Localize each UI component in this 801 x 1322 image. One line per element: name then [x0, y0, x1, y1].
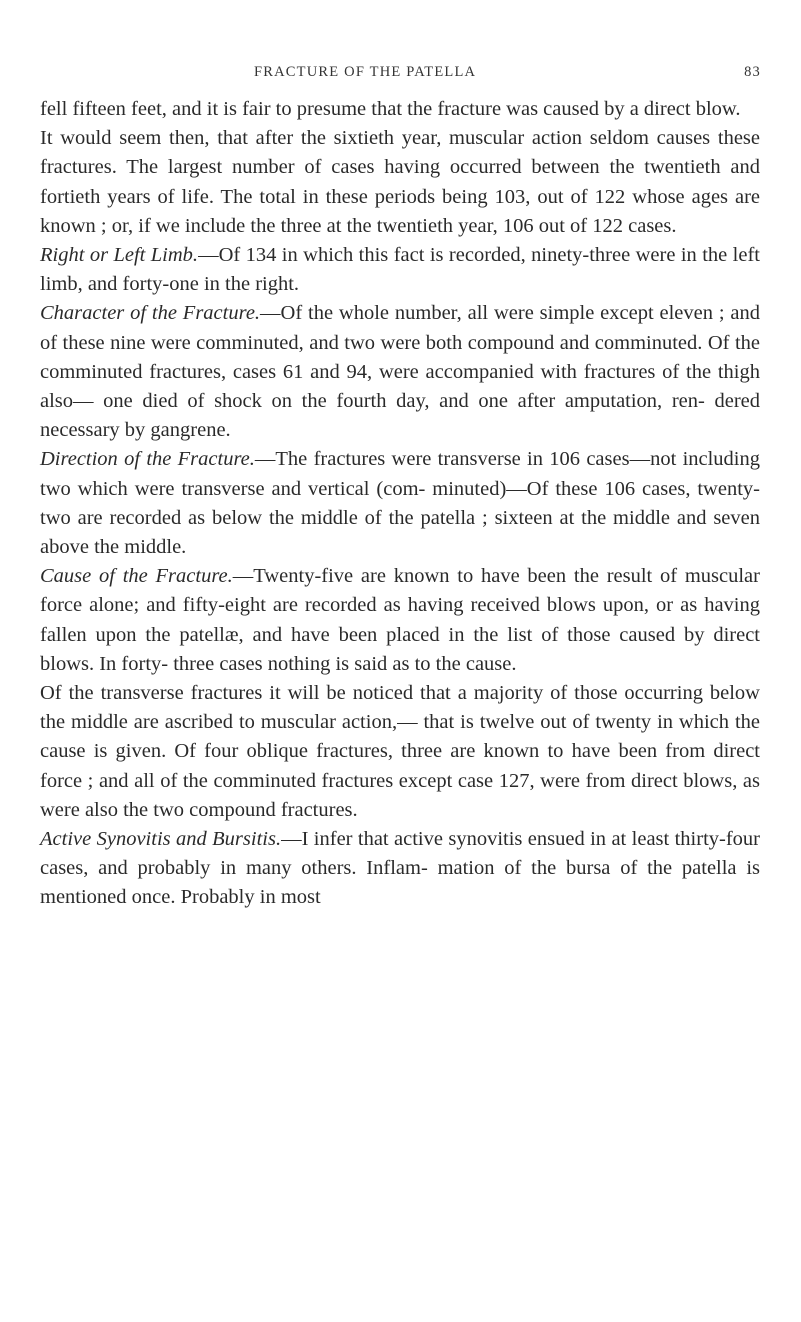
paragraph-4-text: —Of the whole number, all were simple except eleven ; and of these nine were comminuted, and two were both compound and comminuted. Of the comminuted fractures, cases 61 and 94, were accompanied with fractures of the thigh also— one died of shock on the fourth day, and one after amputation, ren- dered necessary by gangrene. — [40, 302, 760, 442]
paragraph-3-heading: Right or Left Limb. — [40, 244, 199, 267]
paragraph-5 — [40, 445, 760, 562]
paragraph-1-text: fell fifteen feet, and it is fair to presume that the fracture was caused by a direct blow. — [40, 98, 741, 120]
paragraph-7-text: Of the transverse fractures it will be noticed that a majority of those occurring below the middle are ascribed to muscular action,— that is twelve out of twenty in which the cause is given. Of four oblique fractures, three are known to have been from direct force ; and all of the comminuted fractures except case 127, were from direct blows, as were also the two compound fractures. — [40, 682, 760, 821]
paragraph-8 — [40, 825, 760, 913]
paragraph-6-text: —Twenty-five are known to have been the result of muscular force alone; and fifty-eight are recorded as having received blows upon, or as having fallen upon the patellæ, and have been placed in the list of those caused by direct blows. In forty- three cases nothing is said as to the cause. — [40, 565, 760, 675]
paragraph-6-heading: Cause of the Fracture. — [40, 565, 233, 588]
page-number: 83 — [744, 64, 761, 80]
paragraph-6 — [40, 562, 760, 679]
paragraph-7 — [40, 679, 760, 825]
paragraph-5-text: —The fractures were transverse in 106 cases—not including two which were transverse and vertical (com- minuted)—Of these 106 cases, twenty-two are recorded as below the middle of the patella ; sixteen at the middle and seven above the middle. — [40, 448, 760, 559]
paragraph-1 — [40, 95, 760, 124]
paragraph-4 — [40, 299, 760, 445]
running-title: FRACTURE OF THE PATELLA — [254, 64, 477, 80]
body-text — [40, 95, 760, 913]
paragraph-4-heading: Character of the Fracture. — [40, 302, 261, 325]
running-head — [254, 64, 761, 86]
paragraph-3 — [40, 241, 760, 299]
paragraph-3-text: —Of 134 in which this fact is recorded, ninety-three were in the left limb, and forty-one in the right. — [40, 244, 760, 296]
paragraph-5-heading: Direction of the Fracture. — [40, 448, 255, 471]
paragraph-8-text: —I infer that active synovitis ensued in at least thirty-four cases, and probably in many others. Inflam- mation of the bursa of the patella is mentioned once. Probably in most — [40, 828, 760, 909]
paragraph-2 — [40, 124, 760, 241]
paragraph-2-text: It would seem then, that after the sixtieth year, muscular action seldom causes these fractures. The largest number of cases having occurred between the twentieth and fortieth years of life. The total in these periods being 103, out of 122 whose ages are known ; or, if we include the three at the twentieth year, 106 out of 122 cases. — [40, 127, 760, 237]
paragraph-8-heading: Active Synovitis and Bursitis. — [40, 828, 282, 851]
